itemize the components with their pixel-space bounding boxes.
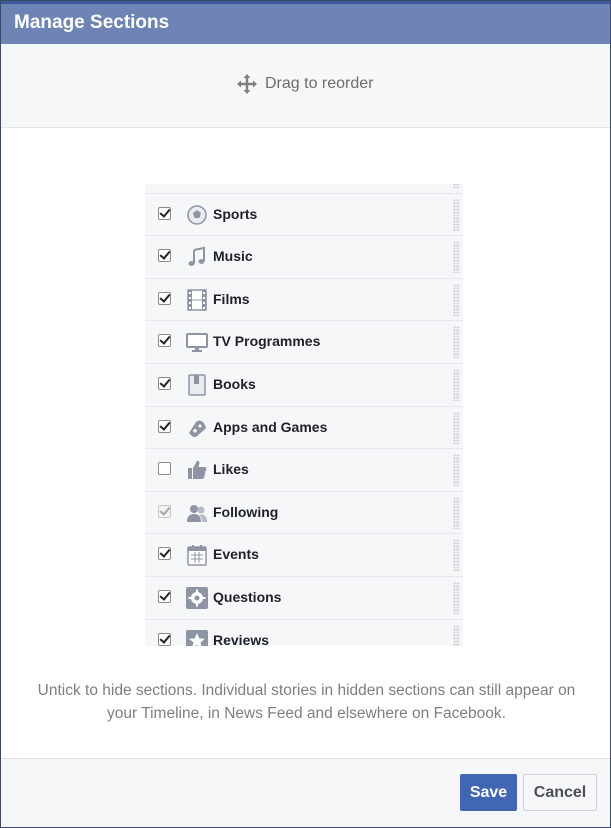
section-checkbox bbox=[158, 505, 171, 518]
star-icon bbox=[186, 630, 208, 646]
book-icon bbox=[186, 374, 208, 396]
sections-list-inner bbox=[145, 184, 463, 646]
section-row[interactable] bbox=[145, 194, 463, 237]
section-label: Following bbox=[213, 503, 279, 520]
sports-icon bbox=[186, 204, 208, 226]
footnote-text: Untick to hide sections. Individual stories in hidden sections can still appear on your Timeline, in News Feed and elsewhere on Facebook. bbox=[37, 682, 576, 722]
gear-icon bbox=[186, 587, 208, 609]
section-checkbox[interactable] bbox=[158, 547, 171, 560]
section-checkbox[interactable] bbox=[158, 207, 171, 220]
section-label: Sports bbox=[213, 205, 258, 222]
section-label: TV Programmes bbox=[213, 333, 321, 350]
film-icon bbox=[186, 289, 208, 311]
section-checkbox[interactable] bbox=[158, 462, 171, 475]
section-label: Events bbox=[213, 546, 259, 563]
cancel-button[interactable]: Cancel bbox=[523, 774, 597, 811]
section-checkbox[interactable] bbox=[158, 633, 171, 646]
section-row[interactable] bbox=[145, 534, 463, 577]
section-label: Questions bbox=[213, 588, 282, 605]
move-arrows-icon bbox=[237, 74, 257, 94]
drag-handle[interactable] bbox=[453, 454, 460, 486]
section-checkbox[interactable] bbox=[158, 334, 171, 347]
section-label: Likes bbox=[213, 461, 249, 478]
section-checkbox[interactable] bbox=[158, 590, 171, 603]
drag-handle[interactable] bbox=[453, 497, 460, 529]
drag-hint-text: Drag to reorder bbox=[265, 75, 374, 92]
section-label: Books bbox=[213, 375, 256, 392]
drag-hint-bar bbox=[1, 44, 610, 128]
thumbs-up-icon bbox=[186, 459, 208, 481]
drag-handle[interactable] bbox=[453, 412, 460, 444]
drag-handle[interactable] bbox=[453, 284, 460, 316]
drag-handle[interactable] bbox=[453, 199, 460, 231]
section-row[interactable] bbox=[145, 407, 463, 450]
section-row[interactable] bbox=[145, 620, 463, 646]
section-label: Music bbox=[213, 248, 253, 265]
dialog-title: Manage Sections bbox=[14, 12, 170, 33]
drag-handle[interactable] bbox=[453, 369, 460, 401]
drag-handle[interactable] bbox=[453, 184, 460, 188]
drag-handle[interactable] bbox=[453, 625, 460, 646]
section-row[interactable] bbox=[145, 449, 463, 492]
section-row[interactable] bbox=[145, 364, 463, 407]
section-label: Films bbox=[213, 290, 250, 307]
section-checkbox[interactable] bbox=[158, 377, 171, 390]
gamepad-icon bbox=[186, 417, 208, 439]
people-icon bbox=[186, 502, 208, 524]
section-row[interactable] bbox=[145, 321, 463, 364]
tv-icon bbox=[186, 331, 208, 353]
section-row[interactable] bbox=[145, 184, 463, 194]
section-row[interactable] bbox=[145, 279, 463, 322]
section-label: Apps and Games bbox=[213, 418, 328, 435]
section-row[interactable] bbox=[145, 492, 463, 535]
section-label: Reviews bbox=[213, 631, 270, 646]
section-checkbox[interactable] bbox=[158, 420, 171, 433]
drag-hint bbox=[237, 74, 374, 94]
drag-handle[interactable] bbox=[453, 539, 460, 571]
section-row[interactable] bbox=[145, 577, 463, 620]
sections-list[interactable] bbox=[145, 184, 463, 646]
drag-handle[interactable] bbox=[453, 241, 460, 273]
calendar-icon bbox=[186, 544, 208, 566]
save-button[interactable]: Save bbox=[460, 774, 517, 811]
dialog-footer bbox=[1, 758, 610, 827]
section-row[interactable] bbox=[145, 236, 463, 279]
section-checkbox[interactable] bbox=[158, 292, 171, 305]
music-icon bbox=[186, 246, 208, 268]
dialog-titlebar bbox=[1, 1, 610, 44]
section-checkbox[interactable] bbox=[158, 249, 171, 262]
drag-handle[interactable] bbox=[453, 326, 460, 358]
drag-handle[interactable] bbox=[453, 582, 460, 614]
